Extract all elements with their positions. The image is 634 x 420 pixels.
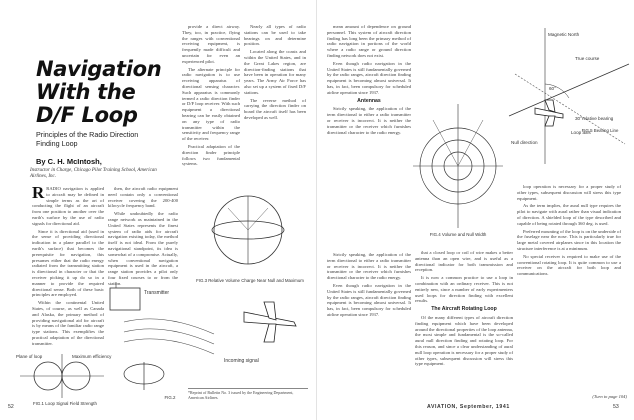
paragraph: loop operation is necessary for a proper study of other types, subsequent discussion will stress this type equipment. (517, 184, 621, 201)
figure-4-null-width (413, 100, 503, 230)
paragraph: It is now a common practice to use a loop in combination with an ordinary receiver. This is not entirely new, since a number of early experimenters used loops for direction finding with excellent results. (415, 275, 513, 304)
right-column-2 (415, 250, 513, 402)
paragraph: Even though radio navigation in the United States is still fundamentally governed by the radio ranges, aircraft direction finding equipment is becoming almost universal. It has, in fact, been compulsory for scheduled airline operation since 1937. (327, 60, 411, 95)
fig5-null-label: Null direction (511, 140, 538, 145)
right-column-3 (517, 184, 621, 394)
footnote: *Reprint of Bulletin No. 3 issued by the Engineering Department, American Airlines. (188, 388, 308, 400)
left-column-4 (244, 24, 306, 184)
section-heading-rotating-loop: The Aircraft Rotating Loop (431, 306, 497, 313)
right-page (317, 0, 634, 420)
paragraph: Strictly speaking, the application of the term directional to either a radio transmitter or receiver is incorrect. It is neither the transmitter or the receiver which furnishes directional character to the radio energy. (327, 252, 411, 281)
figure-2-caption: FIG.2 (164, 395, 176, 400)
paragraph: Since it is directional aid (used in the sense of providing directional indication in a plane parallel to the earth's surface) that becomes the prerequisite for navigation, this presumes either that the radio energy radiated from the transmitting station is directional in character or that the receiver picking it up do so in a manner to provide the required directional sense. Both of these basic principles are employed. (32, 228, 104, 298)
continued-note: (Turn to page 104) (592, 394, 627, 399)
paragraph: No special receiver is required to make use of the conventional rotating loop. It is quite common to use a receiver on the aircraft for both loop and communications. (517, 253, 621, 277)
figure-5-bearing-diagram (505, 24, 631, 174)
paragraph: Located along the coasts and within the United States, and in the Great Lakes region, are direction-finding stations that have been in operation for many years. The Army Air Force has also set up a system of fixed D/F stations. (244, 49, 306, 95)
paragraph: Preferred mounting of the loop is on the underside of the fuselage near the nose. This is particularly true for large metal covered airplanes since in this location the structure interference is at a minimum. (517, 228, 621, 251)
figure-1-caption: FIG.1 Loop Signal Field Strength (33, 401, 97, 406)
fig5-relative-bearing-label: 30°relative bearing (575, 116, 614, 121)
paragraph: Strictly speaking, the application of the term directional to either a radio transmitter or receiver is incorrect. It is neither the transmitter or the receiver which furnishes directional character to the radio energy. (327, 106, 411, 135)
paragraph: RADIO navigation is applied to aircraft may be defined in simple terms as the art of conducting the flight of an aircraft from one position to another over the earth's surface by the use of radio signals for directional aid. (32, 186, 104, 226)
article-subtitle: Principles of the Radio Direction Finding Loop (36, 130, 139, 148)
fig2-loop-sketch (124, 362, 164, 390)
fig2-wave-lines (124, 319, 214, 354)
paragraph: The alternate principle for radio navigation is to use receiving apparatus of directional sensing character. Such apparatus is commonly termed a radio direction finder or D/F loop receiver. With such equipment a directional bearing can be easily obtained on any type of radio transmitter within the sensitivity and frequency range of the receiver. (182, 66, 240, 142)
fig5-north-label: Magnetic North (548, 32, 580, 37)
right-column-1 (327, 24, 411, 250)
article-byline: By C. H. McIntosh, (36, 157, 102, 166)
right-footer (427, 404, 510, 410)
paragraph: provide a direct airway. They, too, in practice, flying the ranges with conventional receiving equipment, is frequently made difficult and uncertain for even an experienced pilot. (182, 24, 240, 64)
right-column-1-lower (327, 252, 411, 402)
fig5-loop-axis-line (515, 74, 625, 144)
paragraph: The reverse method of carrying the direction finder on board the aircraft itself has been developed as well. (244, 97, 306, 120)
figure-5-caption: FIG.5 Bearing Line (581, 128, 619, 133)
paragraph: then, the aircraft radio equipment need contain only a conventional receiver covering the 200-400 kilocycle frequency band. (108, 186, 178, 209)
fig2-transmitter-box (110, 282, 140, 310)
left-page-number: 52 (8, 404, 14, 410)
paragraph: Within the continental United States, of course, as well as Canada and Alaska, the primary method of providing navigational aid for aircraft is by means of the familiar radio range type stations. This exemplifies the practical adaptation of the directional transmitter. (32, 300, 104, 346)
fig5-aircraft-icon (535, 100, 563, 126)
fig2-transmitter-label: Transmitter (144, 290, 170, 296)
left-column-1: RRADIO navigation is applied to aircraft may be defined in simple terms as the art of conducting the flight of an aircraft from one position to another over the earth's surface by the use of radio signals for directional aid. Since it is directional aid (used in the sense of providing directional indication in a plane parallel to the earth's surface) that becomes the prerequisite for navigation, this presumes either that the radio energy radiated from the transmitting station is directional in character or that the receiver picking it up do so in a manner to provide the required directional sense. Both of these basic principles are employed. Within the continental United States, of course, as well as Canada and Alaska, the primary method of providing navigational aid for aircraft is by means of the familiar radio range type stations. This exemplifies the practical adaptation of the directional transmitter. (32, 183, 104, 346)
figure-3-volume-diagram (188, 188, 308, 276)
paragraph: While undoubtedly the radio range network as maintained in the United States represents the finest system of radio aids for aircraft navigation existing today, the method itself is not ideal. From the purely navigational standpoint, its idea is somewhat of a compromise. Actually, when conventional navigation equipment is used in the aircraft, a range station provides a pilot only four fixed courses to or from the station. (108, 211, 178, 286)
fig5-course-label: True course (575, 56, 600, 61)
paragraph: mean amount of dependence on ground personnel. This system of aircraft direction finding has long been the primary method of radio navigation in portions of the world where a radio range or ground direction finding network does not exist. (327, 24, 411, 58)
figure-4-caption: FIG.4 Volume and Null Width (429, 232, 487, 237)
right-page-number: 53 (613, 404, 619, 410)
figure-2-signal-diagram (104, 282, 314, 402)
paragraph: Nearly all types of radio stations can be used to take bearings on and determine position. (244, 24, 306, 47)
author-affiliation: Instructor in Charge, Chicago Pilot Training School, American Airlines, Inc. (30, 168, 157, 179)
fig5-angle-label: 60° (549, 86, 556, 91)
section-heading-antennas: Antennas (357, 97, 381, 104)
paragraph: Of the many different types of aircraft direction finding equipment which have been developed around the directional properties of the loop antenna, the most simple and fundamental is the so-called aural null direction finding and rotating loop. For this reason, and since a clear understanding of aural null loop operation is necessary for a proper study of other types, subsequent discussion will stress this type equipment. (415, 314, 513, 367)
figure-1-loop-field (14, 350, 110, 402)
fig1-max-label: Maximum efficiency (72, 354, 112, 359)
paragraph: that a closed loop or coil of wire makes a better antenna than an open wire, and is useful as a directional indicator for both transmission and reception. (415, 250, 513, 273)
paragraph: As the term implies, the aural null type requires the pilot to navigate with aural rather than visual indication of direction. A shielded loop of the type described and capable of being rotated through 360 deg. is used. (517, 203, 621, 226)
fig2-incoming-label: Incoming signal (224, 358, 259, 364)
left-column-3 (182, 24, 240, 184)
paragraph: Even though radio navigation in the United States is still fundamentally governed by the radio ranges, aircraft direction finding equipment is becoming almost universal. It has, in fact, been compulsory for scheduled airline operation since 1937. (327, 282, 411, 317)
article-title: Navigation With the D/F Loop (36, 57, 162, 127)
fig5-loop-axis-label: Loop axis (571, 130, 591, 135)
fig1-plane-label: Plane of loop (16, 354, 43, 359)
paragraph: Practical adaptation of the direction finder principle follows two fundamental systems. (182, 143, 240, 167)
figure-3-caption: FIG.3 Relative Volume Charge Near Null and Maximum (196, 278, 304, 283)
left-column-2 (108, 186, 178, 286)
footer-text: AVIATION, September, 1941 (427, 404, 510, 410)
fig2-aircraft-icon (244, 302, 296, 342)
